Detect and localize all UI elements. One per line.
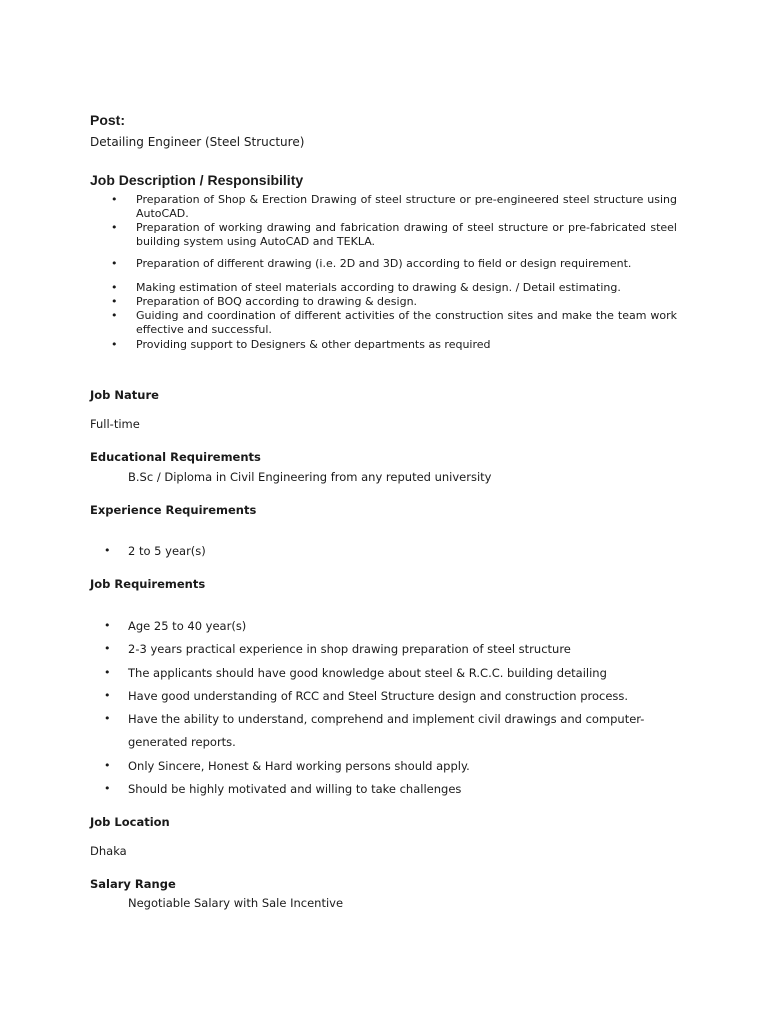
list-item [104, 665, 704, 683]
bullet-icon: • [111, 281, 118, 294]
requirement-text: 2-3 years practical experience in shop drawing preparation of steel structure [128, 642, 571, 656]
job-location-value: Dhaka [90, 844, 127, 858]
list-item [104, 543, 704, 561]
requirement-text: Only Sincere, Honest & Hard working persons should apply. [128, 759, 470, 773]
responsibility-text: Preparation of Shop & Erection Drawing of steel structure or pre-engineered steel structure using AutoCAD. [136, 193, 677, 220]
bullet-icon: • [111, 338, 118, 351]
experience-heading: Experience Requirements [90, 503, 257, 517]
post-title: Detailing Engineer (Steel Structure) [90, 135, 305, 149]
salary-heading: Salary Range [90, 877, 176, 891]
responsibility-text: Guiding and coordination of different activities of the construction sites and make the team work effective and successful. [136, 309, 677, 336]
job-location-heading: Job Location [90, 815, 170, 829]
responsibility-text: Preparation of BOQ according to drawing & design. [136, 295, 418, 308]
requirement-text: Have good understanding of RCC and Steel Structure design and construction process. [128, 689, 629, 703]
requirement-text: Age 25 to 40 year(s) [128, 619, 247, 633]
bullet-icon: • [104, 666, 111, 679]
bullet-icon: • [104, 759, 111, 772]
job-nature-value: Full-time [90, 417, 140, 431]
bullet-icon: • [104, 619, 111, 632]
bullet-icon: • [104, 642, 111, 655]
bullet-icon: • [104, 782, 111, 795]
salary-value: Negotiable Salary with Sale Incentive [128, 896, 344, 910]
responsibility-text: Preparation of working drawing and fabrication drawing of steel structure or pre-fabricated steel building system using AutoCAD and TEKLA. [136, 221, 677, 248]
requirement-text: Should be highly motivated and willing to take challenges [128, 782, 462, 796]
bullet-icon: • [104, 544, 111, 557]
job-nature-heading: Job Nature [90, 388, 159, 402]
education-heading: Educational Requirements [90, 450, 261, 464]
responsibility-text: Making estimation of steel materials according to drawing & design. / Detail estimating. [136, 281, 621, 294]
list-item [104, 711, 704, 729]
list-item [104, 618, 704, 636]
bullet-icon: • [111, 309, 118, 322]
list-item [104, 641, 704, 659]
education-value: B.Sc / Diploma in Civil Engineering from any reputed university [128, 470, 492, 484]
list-item [104, 758, 704, 776]
responsibility-text: Providing support to Designers & other departments as required [136, 338, 491, 351]
bullet-icon: • [111, 221, 118, 234]
bullet-icon: • [111, 193, 118, 206]
requirement-continuation: generated reports. [128, 735, 236, 749]
post-label: Post: [90, 112, 125, 128]
bullet-icon: • [104, 689, 111, 702]
responsibility-text: Preparation of different drawing (i.e. 2D and 3D) according to field or design requirement. [136, 257, 632, 270]
job-requirements-heading: Job Requirements [90, 577, 206, 591]
list-item [104, 688, 704, 706]
bullet-icon: • [104, 712, 111, 725]
job-description-heading: Job Description / Responsibility [90, 172, 304, 188]
requirement-text: Have the ability to understand, comprehend and implement civil drawings and computer- [128, 712, 645, 726]
bullet-icon: • [111, 295, 118, 308]
requirement-text: The applicants should have good knowledge about steel & R.C.C. building detailing [128, 666, 607, 680]
experience-text: 2 to 5 year(s) [128, 544, 206, 558]
list-item [104, 781, 704, 799]
bullet-icon: • [111, 257, 118, 270]
